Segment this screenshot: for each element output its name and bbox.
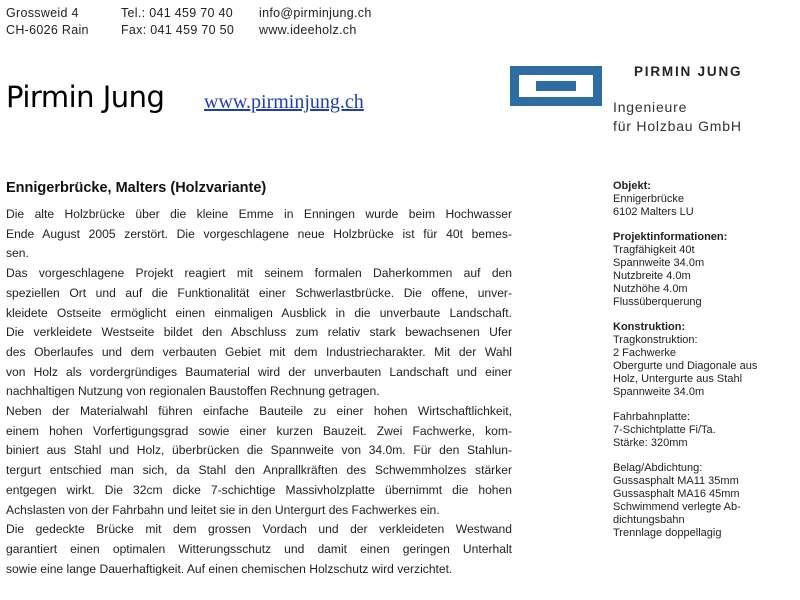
body-line: tergurt entschied man sich, da Stahl den Anprallkräften des Schwemmholzes stärker	[6, 463, 512, 478]
web-address: www.ideeholz.ch	[259, 23, 357, 37]
sidebar-line: 6102 Malters LU	[613, 206, 694, 218]
contact-web	[259, 5, 372, 39]
body-line: von Holz als vordergründiges Baumaterial wird der unverbauten Landschaft und einer	[6, 364, 512, 379]
body-line: entgegen wirkt. Die 32cm dicke 7-schichtige Massivholzplatte übernimmt die hohen	[6, 482, 512, 497]
sidebar-line: Fahrbahnplatte:	[613, 411, 691, 423]
body-line: Die gedeckte Brücke mit dem grossen Vordach und der verkleideten Westwand	[6, 522, 512, 537]
brand-name: Pirmin Jung	[6, 80, 165, 114]
sidebar-line: Belag/Abdichtung:	[613, 462, 703, 474]
contact-address	[6, 5, 89, 39]
sidebar-line: Spannweite 34.0m	[613, 386, 705, 398]
body-line: nachhaltigen Nutzung von regionalen Baustoffen Rechnung getragen.	[6, 384, 380, 399]
contact-phone	[121, 5, 234, 39]
logo-subtitle-line: Ingenieure	[613, 99, 688, 115]
sidebar-line: Nutzbreite 4.0m	[613, 270, 691, 282]
email-address: info@pirminjung.ch	[259, 6, 372, 20]
konstruktion-heading: Konstruktion:	[613, 321, 686, 333]
address-street: Grossweid 4	[6, 6, 79, 20]
body-line: Die verkleidete Westseite bildet den Abschluss zum relativ stark bewachsenen Ufer	[6, 325, 512, 340]
sidebar-line: Obergurte und Diagonale aus	[613, 360, 758, 372]
sidebar-line: Trennlage doppellagig	[613, 527, 722, 539]
sidebar-line: Tragkonstruktion:	[613, 334, 698, 346]
body-line: speziellen Ort und auf die Funktionalität einer Schwerlastbrücke. Die offene, unver-	[6, 285, 512, 300]
sidebar-line: 7-Schichtplatte Fi/Ta.	[613, 424, 716, 436]
body-line: Die alte Holzbrücke über die kleine Emme in Enningen wurde beim Hochwasser	[6, 207, 512, 221]
sidebar-line: Gussasphalt MA16 45mm	[613, 488, 740, 500]
fax-number: Fax: 041 459 70 50	[121, 23, 235, 37]
logo-company-name: PIRMIN JUNG	[634, 64, 743, 79]
body-line: Neben der Materialwahl führen einfache Bauteile zu einer hohen Wirtschaftlichkeit,	[6, 404, 512, 419]
sidebar-line: 2 Fachwerke	[613, 347, 676, 359]
sidebar-line: Schwimmend verlegte Ab-	[613, 501, 741, 513]
body-line: sen.	[6, 246, 29, 261]
article-title: Ennigerbrücke, Malters (Holzvariante)	[6, 180, 267, 196]
company-logo-icon	[510, 66, 602, 106]
phone-number: Tel.: 041 459 70 40	[121, 6, 234, 20]
body-line: Achslasten von der Fahrbahn und leitet sie in den Untergurt des Fachwerkes ein.	[6, 502, 440, 517]
projekt-heading: Projektinformationen:	[613, 231, 728, 243]
body-line: biniert aus Stahl und Holz, überbrücken die Spannweite von 34.0m. Für den Stahlun-	[6, 443, 512, 458]
sidebar-line: Spannweite 34.0m	[613, 257, 705, 269]
sidebar-line: Ennigerbrücke	[613, 193, 684, 205]
objekt-heading: Objekt:	[613, 180, 651, 192]
logo-subtitle-line: für Holzbau GmbH	[613, 118, 742, 134]
body-line: Das vorgeschlagene Projekt reagiert mit seinem formalen Daherkommen auf den	[6, 266, 512, 281]
address-city: CH-6026 Rain	[6, 23, 89, 37]
sidebar-line: Tragfähigkeit 40t	[613, 244, 695, 256]
sidebar-line: Gussasphalt MA11 35mm	[613, 475, 739, 487]
article-body	[6, 205, 512, 579]
body-line: sowie eine lange Dauerhaftigkeit. Auf einen chemischen Holzschutz wird verzichtet.	[6, 561, 453, 576]
sidebar-line: Flussüberquerung	[613, 296, 702, 308]
sidebar-line: dichtungsbahn	[613, 514, 685, 526]
body-line: einem hohen Vorfertigungsgrad sowie einer kurzen Bauzeit. Zwei Fachwerke, kom-	[6, 423, 512, 438]
sidebar-line: Holz, Untergurte aus Stahl	[613, 373, 743, 385]
body-line: Ende August 2005 zerstört. Die vorgeschlagene neue Holzbrücke ist für 40t bemes-	[6, 226, 512, 241]
project-sidebar	[613, 180, 798, 540]
website-link[interactable]: www.pirminjung.ch	[204, 91, 364, 113]
sidebar-line: Nutzhöhe 4.0m	[613, 283, 688, 295]
body-line: des Oberlaufes und dem verbauten Gebiet mit dem Industriecharakter. Mit der Wahl	[6, 344, 512, 359]
sidebar-line: Stärke: 320mm	[613, 437, 688, 449]
body-line: garantiert einen optimalen Witterungsschutz und damit einen geringen Unterhalt	[6, 541, 512, 556]
logo-subtitle	[613, 98, 742, 136]
body-line: kleidete Ostseite ermöglicht einen einmaligen Ausblick in die unverbaute Landschaft.	[6, 305, 512, 320]
